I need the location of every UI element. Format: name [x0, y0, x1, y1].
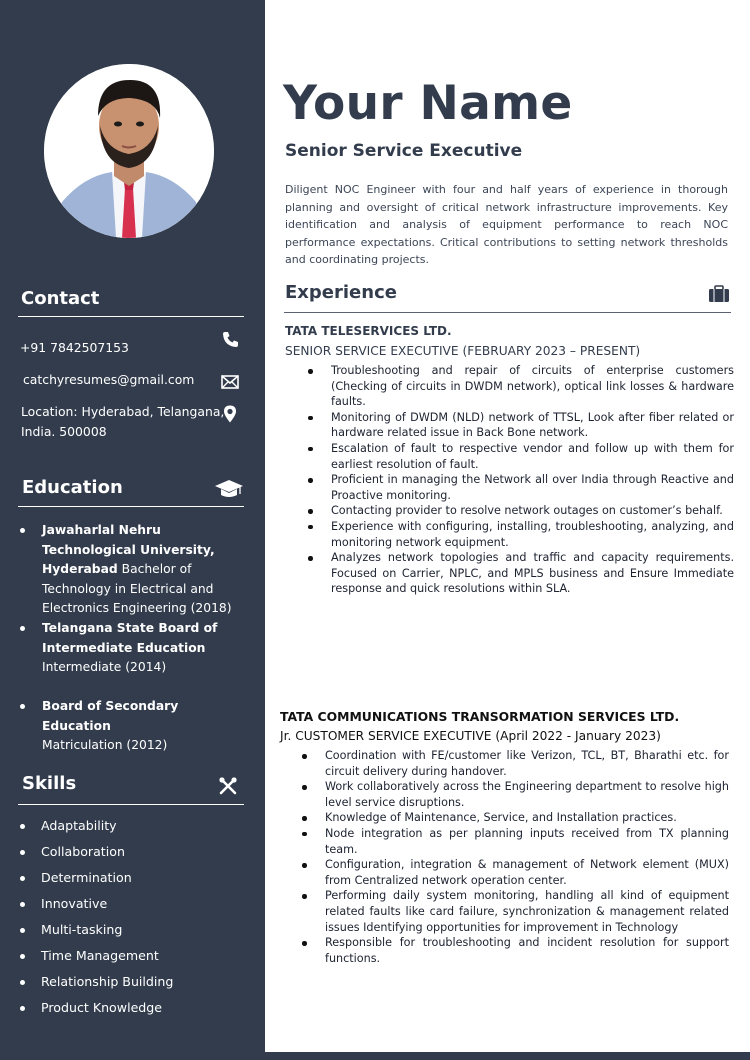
job-bullet: [331, 410, 734, 441]
job-bullet: [331, 503, 734, 519]
job-bullet-text: Contacting provider to resolve network outages on customer’s behalf.: [331, 504, 723, 518]
skill-item: [20, 869, 132, 887]
contact-location-line2: India. 500008: [21, 424, 107, 439]
skill-label: Product Knowledge: [41, 1000, 163, 1015]
bullet: [308, 525, 313, 530]
job-bullet-text: Configuration, integration & management of Network element (MUX) from Centralized network operation center.: [325, 858, 729, 887]
contact-location-line1: Location: Hyderabad, Telangana,: [21, 404, 225, 419]
bullet: [302, 941, 307, 946]
job-bullet-text: Responsible for troubleshooting and incident resolution for support functions.: [325, 936, 729, 965]
bullet: [20, 528, 25, 533]
bullet: [302, 785, 307, 790]
experience-heading: Experience: [285, 282, 397, 303]
education-item: [20, 619, 240, 678]
bullet: [302, 754, 307, 759]
skill-label: Determination: [41, 870, 132, 885]
education-school: Board of Secondary Education: [42, 699, 179, 733]
job-bullet-text: Proficient in managing the Network all over India through Reactive and Proactive monitoring.: [331, 473, 734, 502]
job-bullet: [325, 857, 729, 888]
education-item: [20, 521, 240, 619]
candidate-name: Your Name: [283, 76, 573, 131]
education-detail: Bachelor of Technology in Electrical and Electronics Engineering (2018): [42, 562, 232, 615]
contact-phone[interactable]: +91 7842507153: [20, 340, 129, 355]
education-detail: Intermediate (2014): [42, 660, 167, 674]
job-bullet-text: Analyzes network topologies and traffic and capacity requirements. Focused on Carrier, NPLC, and MPLS business and Ensure Immediate response and quick resolutions within SLA.: [331, 551, 734, 596]
job-bullet: [331, 363, 734, 410]
bullet: [308, 509, 313, 514]
job-bullet-text: Experience with configuring, installing, troubleshooting, analyzing, and monitoring network equipment.: [331, 519, 734, 549]
job-bullet-text: Node integration as per planning inputs received from TX planning team.: [325, 826, 729, 856]
bullet: [20, 980, 25, 985]
job-bullet-text: Coordination with FE/customer like Verizon, TCL, BT, Bharathi etc. for circuit delivery during handover.: [325, 749, 729, 778]
job-role: SENIOR SERVICE EXECUTIVE (FEBRUARY 2023 – PRESENT): [285, 344, 641, 358]
job-bullet-text: Monitoring of DWDM (NLD) network of TTSL, Look after fiber related or hardware related issue in Back Bone network.: [331, 410, 734, 440]
profile-summary: Diligent NOC Engineer with four and half years of experience in thorough planning and oversight of critical network infrastructure improvements. Key identification and analysis of equipment performance to reach NOC performance expectations. Critical contributions to setting network thresholds and coordinating projects.: [285, 183, 728, 267]
job-bullets: [325, 748, 729, 966]
bullet: [302, 832, 307, 837]
education-divider: [18, 506, 244, 507]
job-bullet: [331, 550, 734, 597]
bullet: [302, 863, 307, 868]
job-bullet: [325, 826, 729, 857]
bullet: [302, 816, 307, 821]
education-school: Telangana State Board of Intermediate Education: [42, 621, 218, 655]
job-bullet: [325, 779, 729, 810]
skill-item: [20, 843, 125, 861]
job-company: TATA COMMUNICATIONS TRANSORMATION SERVICES LTD.: [280, 709, 680, 724]
phone-icon: [220, 330, 240, 350]
skill-label: Multi-tasking: [41, 922, 123, 937]
bullet: [308, 416, 313, 421]
skill-item: [20, 817, 117, 835]
skill-item: [20, 947, 159, 965]
skill-item: [20, 999, 162, 1017]
location-pin-icon: [220, 404, 240, 424]
job-bullet: [331, 472, 734, 503]
email-icon: [220, 372, 240, 392]
skills-divider: [18, 804, 244, 805]
job-bullet-text: Work collaboratively across the Engineering department to resolve high level service disruptions.: [325, 780, 729, 809]
skill-label: Innovative: [41, 896, 108, 911]
bullet: [20, 876, 25, 881]
briefcase-icon: [708, 285, 730, 303]
job-bullet-text: Escalation of fault to respective vendor and follow up with them for earliest resolution of fault.: [331, 441, 734, 471]
contact-heading: Contact: [21, 288, 100, 309]
bullet: [308, 556, 313, 561]
profile-photo: [44, 64, 214, 238]
job-bullet: [325, 888, 729, 935]
bullet: [302, 894, 307, 899]
job-bullet-text: Performing daily system monitoring, handling all kind of equipment related faults like card failure, synchronization & management related issues Identifying opportunities for improvement in Technology: [325, 889, 729, 934]
bullet: [20, 954, 25, 959]
contact-email[interactable]: catchyresumes@gmail.com: [23, 372, 195, 387]
tools-icon: [218, 776, 238, 796]
bullet: [20, 704, 25, 709]
bullet: [308, 369, 313, 374]
job-bullet: [325, 748, 729, 779]
job-bullet: [325, 810, 729, 826]
skill-item: [20, 895, 107, 913]
bullet: [20, 824, 25, 829]
skill-label: Collaboration: [41, 844, 125, 859]
education-heading: Education: [22, 477, 123, 498]
job-title: Senior Service Executive: [285, 141, 523, 161]
job-bullet: [331, 441, 734, 472]
education-school: Jawaharlal Nehru Technological University, Hyderabad: [42, 523, 215, 576]
bullet: [20, 1006, 25, 1011]
job-role: Jr. CUSTOMER SERVICE EXECUTIVE (April 2022 - January 2023): [280, 729, 661, 743]
job-bullet-text: Troubleshooting and repair of circuits of enterprise customers (Checking of circuits in DWDM network), optical link losses & hardware faults.: [331, 364, 734, 409]
skill-item: [20, 921, 122, 939]
sidebar: [0, 0, 265, 1060]
contact-divider: [18, 316, 244, 317]
footer-bar: [265, 1052, 750, 1060]
skill-label: Adaptability: [41, 818, 117, 833]
job-company: TATA TELESERVICES LTD.: [285, 324, 452, 338]
bullet: [20, 902, 25, 907]
bullet: [20, 626, 25, 631]
job-bullet-text: Knowledge of Maintenance, Service, and Installation practices.: [325, 811, 677, 825]
skill-label: Relationship Building: [41, 974, 174, 989]
bullet: [308, 447, 313, 452]
experience-divider: [284, 312, 731, 313]
job-bullet: [325, 935, 729, 966]
skills-heading: Skills: [22, 773, 77, 794]
education-item: [20, 697, 240, 756]
skill-label: Time Management: [41, 948, 159, 963]
job-bullet: [331, 519, 734, 550]
bullet: [20, 928, 25, 933]
skill-item: [20, 973, 173, 991]
bullet: [20, 850, 25, 855]
job-bullets: [331, 363, 734, 597]
bullet: [308, 478, 313, 483]
graduation-cap-icon: [214, 478, 244, 500]
education-detail: Matriculation (2012): [42, 738, 168, 752]
